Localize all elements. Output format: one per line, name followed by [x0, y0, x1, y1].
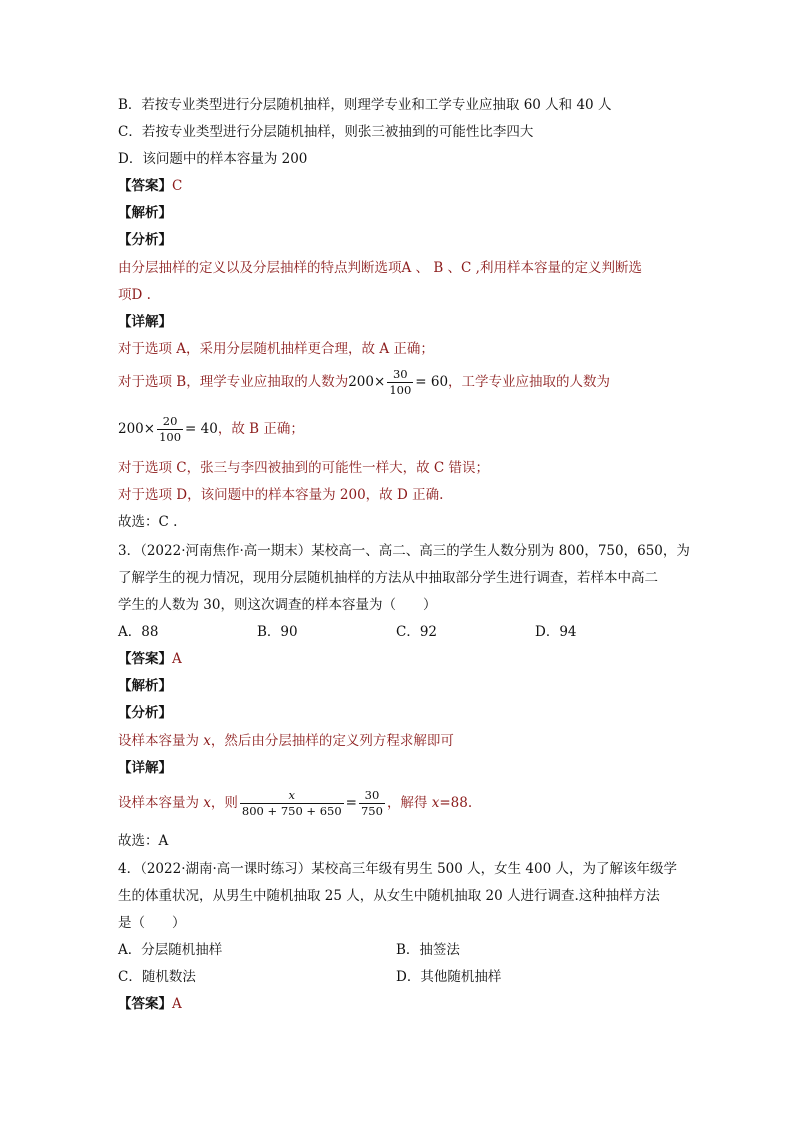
q3-fenxi-line — [118, 731, 454, 751]
q3-conclusion: 故选：A — [118, 833, 169, 849]
answer-tag: 【答案】 — [118, 651, 172, 667]
q2-fenxi-line1: 由分层抽样的定义以及分层抽样的特点判断选项A 、 B 、C ,利用样本容量的定义判断选 — [118, 260, 642, 276]
q2-option-c: C．若按专业类型进行分层随机抽样，则张三被抽到的可能性比李四大 — [118, 124, 534, 140]
answer-tag: 【答案】 — [118, 178, 172, 194]
q2-option-b: B．若按专业类型进行分层随机抽样，则理学专业和工学专业应抽取 60 人和 40 人 — [118, 97, 612, 113]
q3-stem-line1: 3．（2022·河南焦作·高一期末）某校高一、高二、高三的学生人数分别为 800，750，650，为 — [118, 543, 690, 559]
q2-xiangjie-tag: 【详解】 — [118, 314, 172, 330]
q4-option-b: B．抽签法 — [396, 942, 460, 958]
fraction-numerator: 30 — [364, 788, 380, 802]
fraction-denominator: 100 — [389, 383, 412, 397]
q2-detail-b — [118, 365, 610, 399]
fraction-numerator: 20 — [162, 414, 178, 428]
q3-option-c: C．92 — [396, 624, 438, 640]
q3-xiangjie-tag: 【详解】 — [118, 760, 172, 776]
q4-option-c: C．随机数法 — [118, 969, 196, 985]
fraction — [240, 788, 344, 819]
q2-detail-d: 对于选项 D，该问题中的样本容量为 200，故 D 正确. — [118, 487, 444, 503]
q2-option-d: D．该问题中的样本容量为 200 — [118, 151, 308, 167]
q4-answer — [118, 994, 182, 1014]
fraction-numerator: 30 — [392, 367, 408, 381]
q4-option-d: D．其他随机抽样 — [396, 969, 502, 985]
detail-text: ，故 B 正确； — [217, 421, 304, 437]
q2-fenxi-tag: 【分析】 — [118, 232, 172, 248]
answer-value: C — [172, 178, 183, 194]
math-expr: 200× — [118, 421, 156, 437]
q2-fenxi-line2: 项D . — [118, 287, 151, 303]
detail-text: ，则 — [210, 795, 238, 811]
q4-stem-line3: 是（ ） — [118, 915, 186, 931]
detail-text: 对于选项 B，理学专业应抽取的人数为 — [118, 374, 349, 390]
q3-answer — [118, 649, 182, 669]
answer-value: A — [172, 651, 182, 667]
fraction-denominator: 800 + 750 + 650 — [241, 804, 342, 818]
fraction-denominator: 750 — [360, 804, 383, 818]
fraction — [157, 414, 183, 445]
fraction — [359, 788, 385, 819]
q3-option-a: A．88 — [118, 624, 159, 640]
q3-jiexi-tag: 【解析】 — [118, 678, 172, 694]
q2-jiexi-tag: 【解析】 — [118, 205, 172, 221]
math-variable: x — [431, 795, 440, 811]
math-expr: 200× — [348, 374, 386, 390]
detail-text: =88. — [439, 795, 473, 811]
q3-option-b: B．90 — [257, 624, 298, 640]
q4-stem-line1: 4．（2022·湖南·高一课时练习）某校高三年级有男生 500 人，女生 400 人，为了解该年级学 — [118, 861, 677, 877]
math-expr: = 60 — [415, 374, 449, 390]
answer-value: A — [172, 996, 182, 1012]
q4-stem-line2: 生的体重状况，从男生中随机抽取 25 人，从女生中随机抽取 20 人进行调查.这种抽样方法 — [118, 888, 660, 904]
detail-text: 设样本容量为 — [118, 795, 199, 811]
q2-detail-a: 对于选项 A，采用分层随机抽样更合理，故 A 正确； — [118, 341, 434, 357]
detail-text: ，工学专业应抽取的人数为 — [448, 374, 611, 390]
q2-answer — [118, 176, 182, 196]
detail-text: ，解得 — [386, 795, 428, 811]
detail-text: ，然后由分层抽样的定义列方程求解即可 — [210, 733, 454, 749]
math-expr: = 40 — [185, 421, 218, 437]
q3-option-d: D．94 — [535, 624, 577, 640]
q2-detail-c: 对于选项 C，张三与李四被抽到的可能性一样大，故 C 错误； — [118, 460, 490, 476]
answer-tag: 【答案】 — [118, 996, 172, 1012]
math-variable: x — [203, 795, 211, 811]
q3-detail — [118, 784, 472, 822]
q3-stem-line3: 学生的人数为 30，则这次调查的样本容量为（ ） — [118, 597, 437, 613]
math-variable: x — [203, 733, 211, 749]
q2-conclusion: 故选：C . — [118, 514, 178, 530]
math-expr: = — [345, 795, 357, 811]
q4-option-a: A．分层随机抽样 — [118, 942, 223, 958]
fraction-numerator: x — [288, 788, 296, 802]
q3-fenxi-tag: 【分析】 — [118, 705, 172, 721]
detail-text: 设样本容量为 — [118, 733, 199, 749]
fraction-denominator: 100 — [159, 430, 182, 444]
fraction — [387, 367, 413, 398]
q3-stem-line2: 了解学生的视力情况，现用分层随机抽样的方法从中抽取部分学生进行调查，若样本中高二 — [118, 570, 658, 586]
q2-detail-b-cont — [118, 412, 304, 446]
